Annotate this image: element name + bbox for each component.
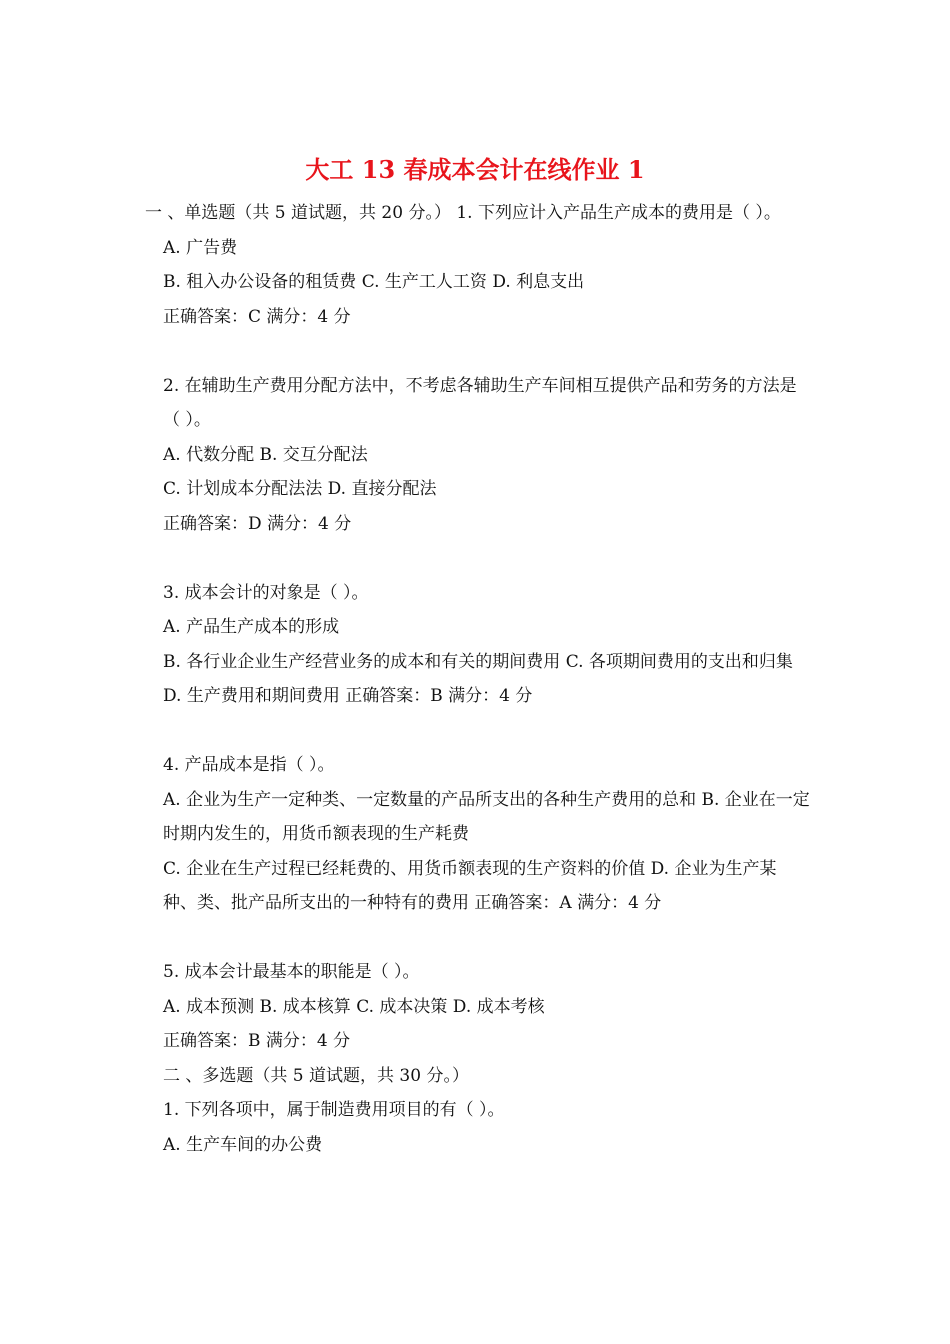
text-line: 正确答案：B 满分：4 分 xyxy=(163,1031,351,1051)
blank-line xyxy=(145,921,810,956)
text-line: 4. 产品成本是指（ ）。 xyxy=(163,755,335,775)
text-line: 1. 下列各项中，属于制造费用项目的有（ ）。 xyxy=(163,1100,505,1120)
text-line: A. 代数分配 B. 交互分配法 xyxy=(163,444,368,465)
text-line: B. 租入办公设备的租赁费 C. 生产工人工资 D. 利息支出 xyxy=(163,272,585,292)
blank-line xyxy=(145,541,810,576)
text-line: A. 广告费 xyxy=(163,237,238,258)
document-body xyxy=(145,196,810,1162)
text-line: A. 生产车间的办公费 xyxy=(163,1134,323,1155)
text-line: 2. 在辅助生产费用分配方法中，不考虑各辅助生产车间相互提供产品和劳务的方法是（ ）。 xyxy=(163,375,797,430)
text-line: A. 企业为生产一定种类、一定数量的产品所支出的各种生产费用的总和 B. 企业在一定时期内发生的，用货币额表现的生产耗费 xyxy=(163,789,810,844)
text-line: B. 各行业企业生产经营业务的成本和有关的期间费用 C. 各项期间费用的支出和归集 D. 生产费用和期间费用 正确答案：B 满分：4 分 xyxy=(163,651,793,706)
text-line: 二 、多选题（共 5 道试题，共 30 分。） xyxy=(163,1065,469,1086)
text-line: A. 成本预测 B. 成本核算 C. 成本决策 D. 成本考核 xyxy=(163,996,545,1017)
text-line: A. 产品生产成本的形成 xyxy=(163,617,340,637)
text-line: 5. 成本会计最基本的职能是（ ）。 xyxy=(163,962,420,982)
blank-line xyxy=(145,714,810,749)
text-line: 正确答案：C 满分：4 分 xyxy=(163,306,351,327)
text-line: C. 计划成本分配法法 D. 直接分配法 xyxy=(163,479,437,499)
text-line: C. 企业在生产过程已经耗费的、用货币额表现的生产资料的价值 D. 企业为生产某种、类、批产品所支出的一种特有的费用 正确答案：A 满分：4 分 xyxy=(163,858,777,913)
text-line: 正确答案：D 满分：4 分 xyxy=(163,513,352,534)
text-line: 3. 成本会计的对象是（ ）。 xyxy=(163,582,369,603)
text-line: 一 、单选题（共 5 道试题，共 20 分。） 1. 下列应计入产品生产成本的费用是（ ）。 xyxy=(145,203,781,223)
page-title: 大工 13 春成本会计在线作业 1 xyxy=(305,155,645,184)
blank-line xyxy=(145,334,810,369)
